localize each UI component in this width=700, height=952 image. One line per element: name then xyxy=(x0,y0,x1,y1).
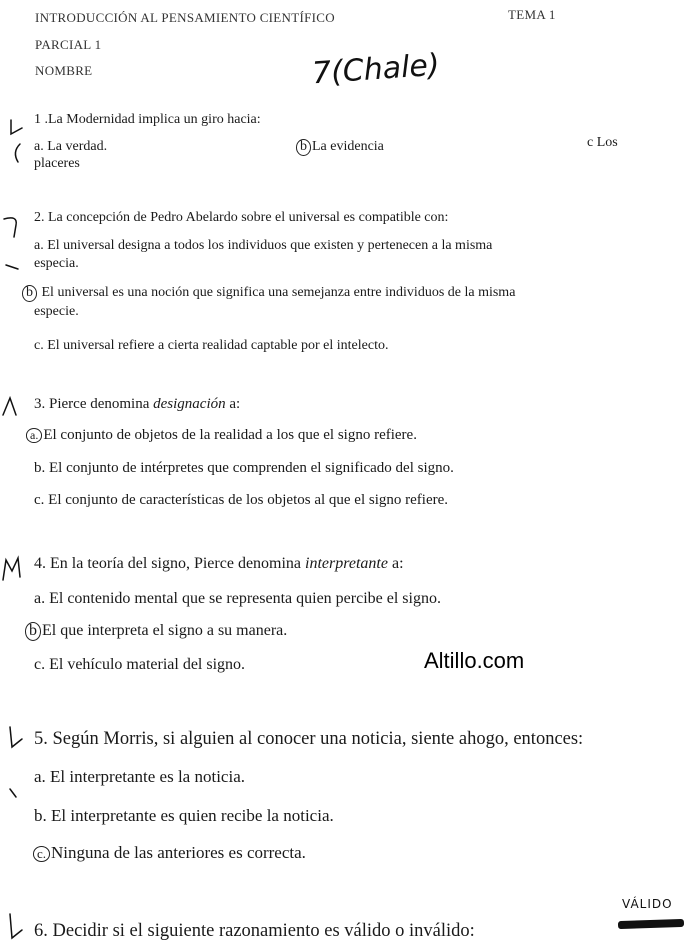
handwritten-name: 7(Chale) xyxy=(310,47,441,92)
q4-option-c: c. El vehículo material del signo. xyxy=(34,656,246,673)
q4-option-a: a. El contenido mental que se representa quien percibe el signo. xyxy=(34,590,441,607)
circled-answer: a. xyxy=(26,428,42,443)
circled-answer: c. xyxy=(33,846,50,862)
tema-label: TEMA 1 xyxy=(508,7,556,22)
circled-answer: b xyxy=(25,622,41,641)
grade-mark-q6 xyxy=(8,912,28,952)
circled-answer: b xyxy=(22,285,37,302)
grade-mark-q5 xyxy=(8,725,28,805)
q2-option-b xyxy=(22,285,515,302)
scribbled-out-word xyxy=(618,919,684,929)
option-text: El conjunto de objetos de la realidad a los que el signo refiere. xyxy=(43,427,417,443)
q1-option-b xyxy=(296,139,384,156)
q3-option-a xyxy=(26,427,417,444)
grade-mark-q2 xyxy=(0,215,24,275)
q1-option-c: c Los xyxy=(587,135,618,150)
circled-answer: b xyxy=(296,139,311,156)
q5-option-a: a. El interpretante es la noticia. xyxy=(34,767,245,786)
question-5: 5. Según Morris, si alguien al conocer una noticia, siente ahogo, entonces: xyxy=(34,729,584,749)
option-text: La evidencia xyxy=(312,139,384,154)
option-text: El que interpreta el signo a su manera. xyxy=(42,622,288,639)
grade-mark-q3 xyxy=(0,395,24,425)
course-title: INTRODUCCIÓN AL PENSAMIENTO CIENTÍFICO xyxy=(35,10,335,25)
q5-option-c xyxy=(33,843,306,863)
q5-option-b: b. El interpretante es quien recibe la noticia. xyxy=(34,806,334,825)
q1-option-a: a. La verdad. xyxy=(34,139,108,154)
q2-option-c: c. El universal refiere a cierta realidad captable por el intelecto. xyxy=(34,338,389,353)
option-text: Ninguna de las anteriores es correcta. xyxy=(51,843,306,862)
question-4 xyxy=(34,555,404,573)
grade-mark-q1 xyxy=(8,118,28,178)
q-term: designación xyxy=(153,396,226,412)
q2-option-a: a. El universal designa a todos los individuos que existen y pertenecen a la misma xyxy=(34,238,493,253)
handwritten-answer: VÁLIDO xyxy=(622,897,673,911)
grade-mark-q4 xyxy=(0,555,24,585)
q2-option-a-cont: especia. xyxy=(34,256,79,271)
q-term: interpretante xyxy=(305,555,388,572)
question-3 xyxy=(34,396,240,413)
question-1: 1 .La Modernidad implica un giro hacia: xyxy=(34,112,261,127)
name-label: NOMBRE xyxy=(35,63,93,78)
q4-option-b xyxy=(25,622,287,641)
question-2: 2. La concepción de Pedro Abelardo sobre el universal es compatible con: xyxy=(34,210,449,225)
option-text: El universal es una noción que significa una semejanza entre individuos de la misma xyxy=(41,285,516,300)
q-text: 4. En la teoría del signo, Pierce denomina xyxy=(34,555,306,572)
q3-option-b: b. El conjunto de intérpretes que comprenden el significado del signo. xyxy=(34,460,454,476)
q3-option-c: c. El conjunto de características de los objetos al que el signo refiere. xyxy=(34,492,449,508)
question-6: 6. Decidir si el siguiente razonamiento es válido o inválido: xyxy=(34,921,475,941)
parcial-label: PARCIAL 1 xyxy=(35,37,102,52)
q-text: a: xyxy=(225,396,241,412)
q-text: 3. Pierce denomina xyxy=(34,396,154,412)
q2-option-b-cont: especie. xyxy=(34,304,79,319)
q-text: a: xyxy=(387,555,404,572)
q1-option-c-cont: placeres xyxy=(34,156,80,171)
watermark: Altillo.com xyxy=(424,648,525,673)
